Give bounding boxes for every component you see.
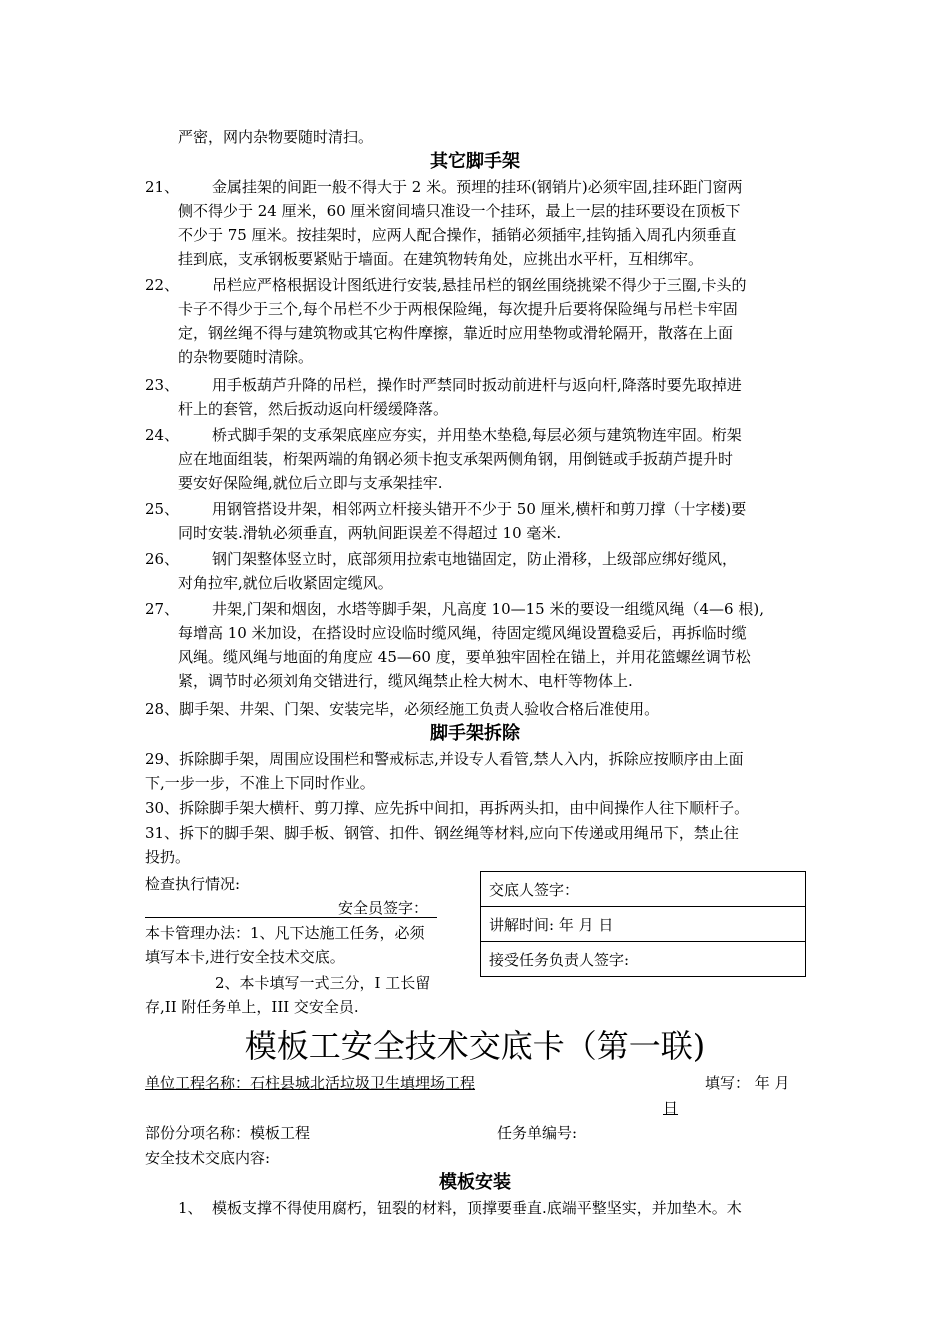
item-line: 用钢管搭设井架，相邻两立杆接头错开不少于 50 厘米,横杆和剪刀撑（十字楼)要 bbox=[212, 500, 747, 518]
item-29-line: 下,一步一步，不准上下同时作业。 bbox=[145, 774, 375, 792]
card-title: 模板工安全技术交底卡（第一联) bbox=[244, 1027, 706, 1065]
item-number: 1、 bbox=[178, 1199, 203, 1217]
fill-date-day: 日 bbox=[663, 1099, 679, 1117]
item-line: 钢门架整体竖立时，底部须用拉索屯地锚固定，防止滑移，上级部应绑好缆风， bbox=[212, 550, 738, 568]
unit-project-name: 单位工程名称：石柱县城北活垃圾卫生填埋场工程 bbox=[145, 1074, 476, 1092]
sub-item-name: 部份分项名称：模板工程 bbox=[145, 1124, 311, 1142]
check-label: 检查执行情况: bbox=[145, 875, 241, 893]
item-number: 25、 bbox=[145, 500, 180, 518]
item-line: 对角拉牢,就位后收紧固定缆风。 bbox=[178, 574, 393, 592]
paragraph-continuation: 严密，网内杂物要随时清扫。 bbox=[178, 128, 374, 146]
item-31-line: 投扔。 bbox=[145, 848, 191, 866]
management-line: 本卡管理办法：1、凡下达施工任务，必须 bbox=[145, 924, 425, 942]
task-leader-signature-cell: 接受任务负责人签字: bbox=[481, 942, 806, 977]
item-line: 模板支撑不得使用腐朽，钮裂的材料，顶撑要垂直.底端平整坚实，并加垫木。木 bbox=[212, 1199, 742, 1217]
item-line: 要安好保险绳,就位后立即与支承架挂牢. bbox=[178, 474, 443, 492]
item-line: 金属挂架的间距一般不得大于 2 米。预埋的挂环(钢销片)必须牢固,挂环距门窗两 bbox=[212, 178, 743, 196]
safety-officer-signature-label: 安全员签字： bbox=[338, 899, 429, 917]
item-line: 桥式脚手架的支承架底座应夯实，并用垫木垫稳,每层必须与建筑物连牢固。桁架 bbox=[212, 426, 742, 444]
discloser-signature-cell: 交底人签字： bbox=[481, 872, 806, 907]
section-heading-formwork-install: 模板安装 bbox=[439, 1172, 511, 1193]
item-line: 用手板葫芦升降的吊栏，操作时严禁同时扳动前进杆与返向杆,降落时要先取掉进 bbox=[212, 376, 742, 394]
item-line: 风绳。缆风绳与地面的角度应 45—60 度，要单独牢固栓在锚上，并用花篮螺丝调节松 bbox=[178, 648, 751, 666]
item-line: 侧不得少于 24 厘米，60 厘米窗间墙只准设一个挂环，最上一层的挂环要设在顶板下 bbox=[178, 202, 741, 220]
signature-rule bbox=[145, 917, 437, 918]
section-heading-other-scaffolds: 其它脚手架 bbox=[430, 151, 520, 172]
item-line: 的杂物要随时清除。 bbox=[178, 348, 314, 366]
task-number-label: 任务单编号: bbox=[497, 1124, 578, 1142]
management-line: 填写本卡,进行安全技术交底。 bbox=[145, 948, 345, 966]
item-number: 21、 bbox=[145, 178, 180, 196]
item-number: 24、 bbox=[145, 426, 180, 444]
item-line: 卡子不得少于三个,每个吊栏不少于两根保险绳，每次提升后要将保险绳与吊栏卡牢固 bbox=[178, 300, 738, 318]
management-line: 存,II 附任务单上，III 交安全员. bbox=[145, 998, 359, 1016]
item-line: 挂到底，支承钢板要紧贴于墙面。在建筑物转角处，应挑出水平杆，互相绑牢。 bbox=[178, 250, 704, 268]
section-heading-dismantling: 脚手架拆除 bbox=[430, 723, 520, 744]
explain-time-cell: 讲解时间: 年 月 日 bbox=[481, 907, 806, 942]
safety-content-label: 安全技术交底内容: bbox=[145, 1149, 271, 1167]
item-line: 每增高 10 米加设，在搭设时应设临时缆风绳，待固定缆风绳设置稳妥后，再拆临时缆 bbox=[178, 624, 747, 642]
item-29-line: 29、拆除脚手架，周围应设围栏和警戒标志,并设专人看管,禁人入内，拆除应按顺序由上面 bbox=[145, 750, 744, 768]
management-line: 2、本卡填写一式三分，I 工长留 bbox=[215, 974, 431, 992]
fill-date-label: 填写： 年 月 bbox=[705, 1074, 790, 1092]
item-line: 吊栏应严格根据设计图纸进行安装,悬挂吊栏的钢丝围绕挑梁不得少于三圈,卡头的 bbox=[212, 276, 747, 294]
item-30: 30、拆除脚手架大横杆、剪刀撑、应先拆中间扣，再拆两头扣，由中间操作人往下顺杆子。 bbox=[145, 799, 750, 817]
item-line: 不少于 75 厘米。按挂架时，应两人配合操作，插销必须插牢,挂钩插入周孔内须垂直 bbox=[178, 226, 737, 244]
item-number: 26、 bbox=[145, 550, 180, 568]
item-28: 28、脚手架、井架、门架、安装完毕，必须经施工负责人验收合格后准使用。 bbox=[145, 700, 660, 718]
item-line: 定，钢丝绳不得与建筑物或其它构件摩擦，靠近时应用垫物或滑轮隔开，散落在上面 bbox=[178, 324, 734, 342]
item-number: 27、 bbox=[145, 600, 180, 618]
item-line: 应在地面组装，桁架两端的角钢必须卡抱支承架两侧角钢，用倒链或手扳葫芦提升时 bbox=[178, 450, 734, 468]
item-line: 井架,门架和烟囱，水塔等脚手架，凡高度 10—15 米的要设一组缆风绳（4—6 根), bbox=[212, 600, 764, 618]
table-row bbox=[481, 907, 806, 942]
table-row bbox=[481, 872, 806, 907]
table-row bbox=[481, 942, 806, 977]
signature-table bbox=[480, 871, 806, 977]
item-line: 紧，调节时必须刘角交错进行，缆风绳禁止栓大树木、电杆等物体上. bbox=[178, 672, 633, 690]
item-line: 杆上的套管，然后扳动返向杆缓缓降落。 bbox=[178, 400, 449, 418]
item-number: 23、 bbox=[145, 376, 180, 394]
item-number: 22、 bbox=[145, 276, 180, 294]
item-line: 同时安装.滑轨必须垂直，两轨间距误差不得超过 10 毫米. bbox=[178, 524, 562, 542]
item-31-line: 31、拆下的脚手架、脚手板、钢管、扣件、钢丝绳等材料,应向下传递或用绳吊下，禁止往 bbox=[145, 824, 739, 842]
